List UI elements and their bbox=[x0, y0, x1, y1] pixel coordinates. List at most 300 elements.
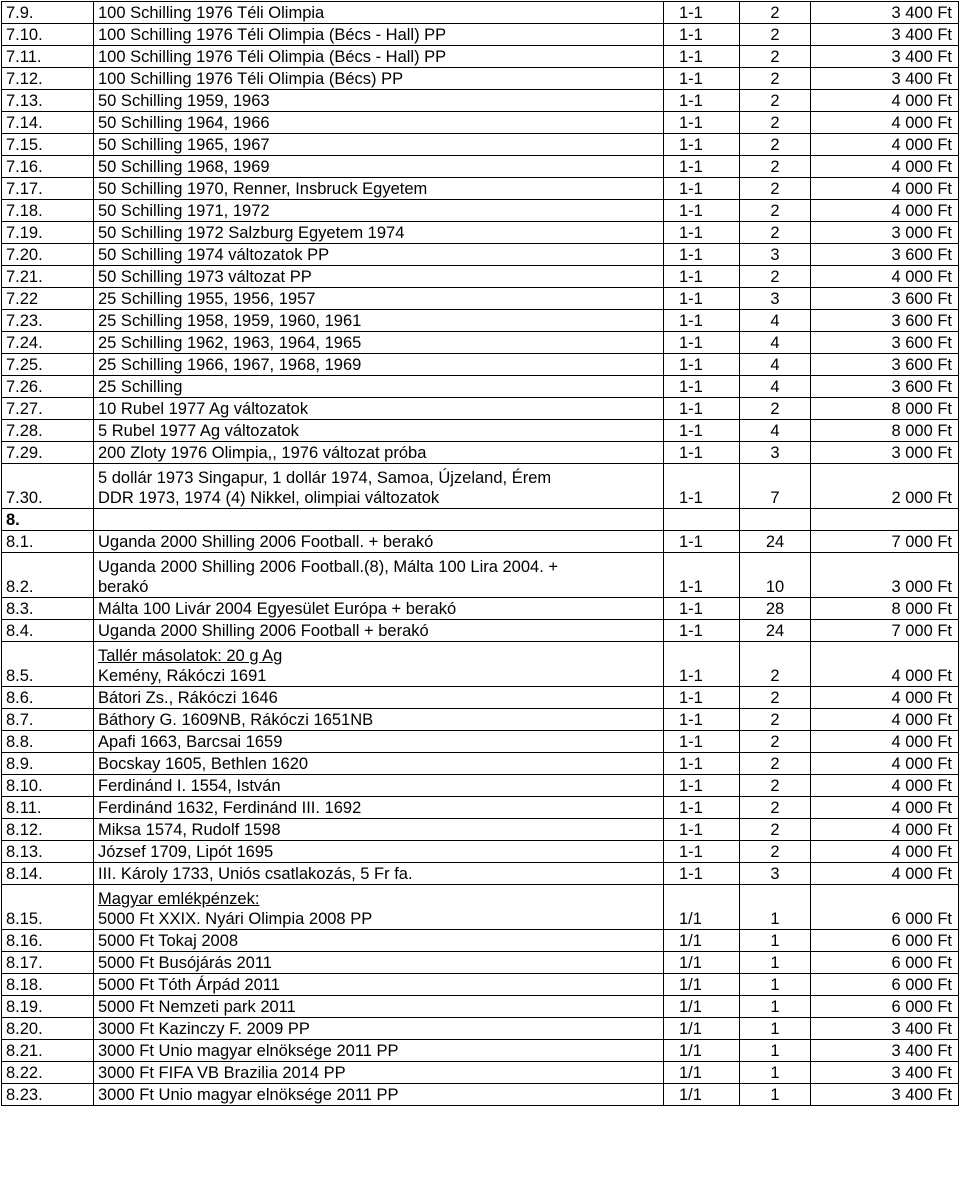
item-condition: 1-1 bbox=[664, 2, 740, 24]
table-row bbox=[2, 819, 959, 841]
table-row bbox=[2, 642, 959, 687]
table-row bbox=[2, 134, 959, 156]
item-price: 6 000 Ft bbox=[811, 974, 959, 996]
item-description bbox=[94, 24, 664, 46]
item-quantity: 2 bbox=[740, 687, 811, 709]
description-line-1: 50 Schilling 1968, 1969 bbox=[98, 158, 270, 176]
item-condition: 1-1 bbox=[664, 354, 740, 376]
item-number: 7.11. bbox=[2, 46, 94, 68]
item-quantity: 2 bbox=[740, 24, 811, 46]
item-condition: 1-1 bbox=[664, 553, 740, 598]
item-quantity: 2 bbox=[740, 222, 811, 244]
item-description bbox=[94, 731, 664, 753]
description-line-1: Bocskay 1605, Bethlen 1620 bbox=[98, 755, 309, 773]
item-quantity: 2 bbox=[740, 731, 811, 753]
item-number: 8.22. bbox=[2, 1062, 94, 1084]
item-quantity: 2 bbox=[740, 200, 811, 222]
description-line-1: III. Károly 1733, Uniós csatlakozás, 5 Fr fa. bbox=[98, 865, 413, 883]
description-line-1: Uganda 2000 Shilling 2006 Football.(8), Málta 100 Lira 2004. + bbox=[98, 558, 559, 576]
item-number: 7.30. bbox=[2, 464, 94, 509]
item-price: 6 000 Ft bbox=[811, 930, 959, 952]
description-line-1: Ferdinánd I. 1554, István bbox=[98, 777, 281, 795]
item-quantity: 2 bbox=[740, 709, 811, 731]
item-quantity: 2 bbox=[740, 841, 811, 863]
item-description bbox=[94, 930, 664, 952]
item-quantity: 2 bbox=[740, 90, 811, 112]
item-quantity: 2 bbox=[740, 46, 811, 68]
item-price: 3 400 Ft bbox=[811, 1018, 959, 1040]
item-description bbox=[94, 531, 664, 553]
item-number: 8.2. bbox=[2, 553, 94, 598]
item-quantity: 4 bbox=[740, 354, 811, 376]
table-row bbox=[2, 2, 959, 24]
item-description bbox=[94, 244, 664, 266]
item-price: 4 000 Ft bbox=[811, 90, 959, 112]
item-condition: 1-1 bbox=[664, 598, 740, 620]
item-description bbox=[94, 288, 664, 310]
item-quantity: 24 bbox=[740, 620, 811, 642]
table-row bbox=[2, 46, 959, 68]
description-line-1: 50 Schilling 1974 változatok PP bbox=[98, 246, 330, 264]
description-line-1: 50 Schilling 1972 Salzburg Egyetem 1974 bbox=[98, 224, 405, 242]
table-row bbox=[2, 753, 959, 775]
item-description bbox=[94, 420, 664, 442]
description-line-1: 3000 Ft Unio magyar elnöksége 2011 PP bbox=[98, 1086, 399, 1104]
item-description bbox=[94, 1062, 664, 1084]
item-quantity: 24 bbox=[740, 531, 811, 553]
item-condition: 1-1 bbox=[664, 841, 740, 863]
item-quantity: 1 bbox=[740, 952, 811, 974]
description-line-1: 100 Schilling 1976 Téli Olimpia (Bécs - Hall) PP bbox=[98, 26, 447, 44]
item-number: 7.16. bbox=[2, 156, 94, 178]
item-quantity: 1 bbox=[740, 1062, 811, 1084]
item-condition: 1-1 bbox=[664, 288, 740, 310]
item-condition: 1-1 bbox=[664, 332, 740, 354]
description-line-1: Uganda 2000 Shilling 2006 Football. + berakó bbox=[98, 533, 434, 551]
item-price: 3 600 Ft bbox=[811, 310, 959, 332]
item-condition: 1-1 bbox=[664, 90, 740, 112]
item-condition: 1/1 bbox=[664, 1084, 740, 1106]
item-quantity: 3 bbox=[740, 863, 811, 885]
item-condition: 1-1 bbox=[664, 46, 740, 68]
item-description bbox=[94, 1084, 664, 1106]
description-line-1: 3000 Ft Unio magyar elnöksége 2011 PP bbox=[98, 1042, 399, 1060]
table-row bbox=[2, 420, 959, 442]
item-condition: 1-1 bbox=[664, 642, 740, 687]
item-price: 4 000 Ft bbox=[811, 863, 959, 885]
item-number: 7.20. bbox=[2, 244, 94, 266]
table-row bbox=[2, 442, 959, 464]
item-description bbox=[94, 598, 664, 620]
item-quantity: 1 bbox=[740, 1018, 811, 1040]
item-quantity: 2 bbox=[740, 797, 811, 819]
item-quantity: 28 bbox=[740, 598, 811, 620]
item-condition: 1-1 bbox=[664, 24, 740, 46]
table-row bbox=[2, 288, 959, 310]
description-line-1: 50 Schilling 1970, Renner, Insbruck Egyetem bbox=[98, 180, 428, 198]
table-row bbox=[2, 244, 959, 266]
description-line-1: 5000 Ft Tokaj 2008 bbox=[98, 932, 239, 950]
description-line-1: Málta 100 Livár 2004 Egyesület Európa + berakó bbox=[98, 600, 457, 618]
table-row bbox=[2, 376, 959, 398]
item-description bbox=[94, 134, 664, 156]
item-description bbox=[94, 642, 664, 687]
description-line-1: Magyar emlékpénzek: bbox=[98, 890, 260, 908]
table-row bbox=[2, 687, 959, 709]
table-row bbox=[2, 553, 959, 598]
item-condition: 1/1 bbox=[664, 952, 740, 974]
description-line-1: Tallér másolatok: 20 g Ag bbox=[98, 647, 283, 665]
description-line-2: 5000 Ft XXIX. Nyári Olimpia 2008 PP bbox=[98, 910, 373, 928]
item-price: 4 000 Ft bbox=[811, 134, 959, 156]
item-description bbox=[94, 222, 664, 244]
item-description bbox=[94, 2, 664, 24]
item-description bbox=[94, 1018, 664, 1040]
item-condition: 1-1 bbox=[664, 244, 740, 266]
item-number: 8. bbox=[2, 509, 94, 531]
item-price: 7 000 Ft bbox=[811, 620, 959, 642]
item-number: 8.18. bbox=[2, 974, 94, 996]
item-number: 7.9. bbox=[2, 2, 94, 24]
item-number: 7.28. bbox=[2, 420, 94, 442]
table-row bbox=[2, 310, 959, 332]
item-quantity: 7 bbox=[740, 464, 811, 509]
table-row bbox=[2, 1040, 959, 1062]
item-price: 6 000 Ft bbox=[811, 885, 959, 930]
table-row bbox=[2, 885, 959, 930]
item-number: 8.12. bbox=[2, 819, 94, 841]
item-description bbox=[94, 156, 664, 178]
description-line-1: 25 Schilling 1955, 1956, 1957 bbox=[98, 290, 316, 308]
description-line-1: Ferdinánd 1632, Ferdinánd III. 1692 bbox=[98, 799, 362, 817]
item-number: 7.22 bbox=[2, 288, 94, 310]
item-price: 3 000 Ft bbox=[811, 442, 959, 464]
item-price: 3 400 Ft bbox=[811, 68, 959, 90]
description-line-1: 5000 Ft Busójárás 2011 bbox=[98, 954, 272, 972]
item-number: 7.18. bbox=[2, 200, 94, 222]
item-condition: 1-1 bbox=[664, 266, 740, 288]
table-row bbox=[2, 952, 959, 974]
item-condition: 1-1 bbox=[664, 531, 740, 553]
description-line-1: 5000 Ft Nemzeti park 2011 bbox=[98, 998, 296, 1016]
item-condition: 1-1 bbox=[664, 178, 740, 200]
description-line-2: Kemény, Rákóczi 1691 bbox=[98, 667, 267, 685]
item-number: 8.21. bbox=[2, 1040, 94, 1062]
item-description bbox=[94, 1040, 664, 1062]
item-number: 7.23. bbox=[2, 310, 94, 332]
item-quantity: 4 bbox=[740, 310, 811, 332]
item-quantity: 3 bbox=[740, 442, 811, 464]
item-quantity: 2 bbox=[740, 398, 811, 420]
item-condition: 1-1 bbox=[664, 775, 740, 797]
item-quantity: 1 bbox=[740, 1040, 811, 1062]
item-price: 3 600 Ft bbox=[811, 332, 959, 354]
table-row bbox=[2, 266, 959, 288]
description-line-1: 50 Schilling 1965, 1967 bbox=[98, 136, 270, 154]
item-quantity: 1 bbox=[740, 930, 811, 952]
item-price: 4 000 Ft bbox=[811, 642, 959, 687]
description-line-1: 100 Schilling 1976 Téli Olimpia (Bécs) PP bbox=[98, 70, 404, 88]
item-description bbox=[94, 266, 664, 288]
item-number: 8.16. bbox=[2, 930, 94, 952]
item-price: 8 000 Ft bbox=[811, 420, 959, 442]
item-number: 8.13. bbox=[2, 841, 94, 863]
description-line-1: Apafi 1663, Barcsai 1659 bbox=[98, 733, 283, 751]
item-number: 8.10. bbox=[2, 775, 94, 797]
table-row bbox=[2, 332, 959, 354]
description-line-1: 25 Schilling 1958, 1959, 1960, 1961 bbox=[98, 312, 362, 330]
description-line-1: Bátori Zs., Rákóczi 1646 bbox=[98, 689, 278, 707]
item-price: 4 000 Ft bbox=[811, 709, 959, 731]
item-condition bbox=[664, 509, 740, 531]
item-price: 6 000 Ft bbox=[811, 996, 959, 1018]
table-row bbox=[2, 620, 959, 642]
item-number: 7.19. bbox=[2, 222, 94, 244]
item-condition: 1-1 bbox=[664, 709, 740, 731]
description-line-1: 3000 Ft Kazinczy F. 2009 PP bbox=[98, 1020, 310, 1038]
item-price: 4 000 Ft bbox=[811, 112, 959, 134]
description-line-1: 25 Schilling bbox=[98, 378, 183, 396]
item-description bbox=[94, 974, 664, 996]
table-row bbox=[2, 24, 959, 46]
table-row bbox=[2, 222, 959, 244]
description-line-1: 3000 Ft FIFA VB Brazilia 2014 PP bbox=[98, 1064, 346, 1082]
item-price: 6 000 Ft bbox=[811, 952, 959, 974]
item-quantity bbox=[740, 509, 811, 531]
item-number: 8.15. bbox=[2, 885, 94, 930]
item-price: 4 000 Ft bbox=[811, 841, 959, 863]
item-description bbox=[94, 442, 664, 464]
item-description bbox=[94, 178, 664, 200]
item-quantity: 2 bbox=[740, 178, 811, 200]
table-row bbox=[2, 996, 959, 1018]
item-description bbox=[94, 553, 664, 598]
item-number: 8.3. bbox=[2, 598, 94, 620]
item-quantity: 2 bbox=[740, 68, 811, 90]
item-number: 7.17. bbox=[2, 178, 94, 200]
item-number: 8.4. bbox=[2, 620, 94, 642]
item-condition: 1-1 bbox=[664, 863, 740, 885]
table-row bbox=[2, 841, 959, 863]
table-row bbox=[2, 775, 959, 797]
item-description bbox=[94, 310, 664, 332]
item-price: 7 000 Ft bbox=[811, 531, 959, 553]
table-row bbox=[2, 930, 959, 952]
item-description bbox=[94, 509, 664, 531]
description-line-1: Báthory G. 1609NB, Rákóczi 1651NB bbox=[98, 711, 374, 729]
table-row bbox=[2, 974, 959, 996]
item-quantity: 3 bbox=[740, 288, 811, 310]
table-row bbox=[2, 178, 959, 200]
table-row bbox=[2, 863, 959, 885]
item-description bbox=[94, 68, 664, 90]
table-row bbox=[2, 200, 959, 222]
item-number: 7.21. bbox=[2, 266, 94, 288]
item-quantity: 2 bbox=[740, 753, 811, 775]
item-price: 3 600 Ft bbox=[811, 376, 959, 398]
item-condition: 1-1 bbox=[664, 420, 740, 442]
item-description bbox=[94, 90, 664, 112]
item-description bbox=[94, 709, 664, 731]
item-price: 4 000 Ft bbox=[811, 687, 959, 709]
table-row bbox=[2, 156, 959, 178]
table-row bbox=[2, 1062, 959, 1084]
item-description bbox=[94, 464, 664, 509]
price-list-body bbox=[2, 2, 959, 1106]
item-price: 8 000 Ft bbox=[811, 398, 959, 420]
item-description bbox=[94, 797, 664, 819]
item-number: 8.6. bbox=[2, 687, 94, 709]
table-row bbox=[2, 797, 959, 819]
item-condition: 1/1 bbox=[664, 1018, 740, 1040]
item-condition: 1-1 bbox=[664, 310, 740, 332]
item-condition: 1-1 bbox=[664, 442, 740, 464]
description-line-1: 25 Schilling 1962, 1963, 1964, 1965 bbox=[98, 334, 362, 352]
table-row bbox=[2, 731, 959, 753]
item-condition: 1/1 bbox=[664, 1062, 740, 1084]
table-row bbox=[2, 709, 959, 731]
item-condition: 1/1 bbox=[664, 930, 740, 952]
item-number: 7.24. bbox=[2, 332, 94, 354]
item-number: 7.10. bbox=[2, 24, 94, 46]
item-number: 7.13. bbox=[2, 90, 94, 112]
table-row bbox=[2, 1018, 959, 1040]
item-number: 8.11. bbox=[2, 797, 94, 819]
description-line-1: Uganda 2000 Shilling 2006 Football + berakó bbox=[98, 622, 429, 640]
item-number: 7.14. bbox=[2, 112, 94, 134]
item-number: 8.1. bbox=[2, 531, 94, 553]
item-price: 4 000 Ft bbox=[811, 775, 959, 797]
table-row bbox=[2, 509, 959, 531]
item-number: 8.5. bbox=[2, 642, 94, 687]
item-description bbox=[94, 885, 664, 930]
item-price: 4 000 Ft bbox=[811, 156, 959, 178]
description-line-1: József 1709, Lipót 1695 bbox=[98, 843, 274, 861]
item-number: 8.14. bbox=[2, 863, 94, 885]
item-condition: 1-1 bbox=[664, 200, 740, 222]
item-price: 4 000 Ft bbox=[811, 178, 959, 200]
item-number: 7.25. bbox=[2, 354, 94, 376]
item-description bbox=[94, 687, 664, 709]
description-line-1: 100 Schilling 1976 Téli Olimpia bbox=[98, 4, 325, 22]
item-price: 3 000 Ft bbox=[811, 222, 959, 244]
item-price: 4 000 Ft bbox=[811, 753, 959, 775]
item-description bbox=[94, 996, 664, 1018]
description-line-1: 10 Rubel 1977 Ag változatok bbox=[98, 400, 309, 418]
item-condition: 1-1 bbox=[664, 222, 740, 244]
item-quantity: 1 bbox=[740, 885, 811, 930]
description-line-1: 5 dollár 1973 Singapur, 1 dollár 1974, Samoa, Újzeland, Érem bbox=[98, 469, 552, 487]
item-quantity: 4 bbox=[740, 332, 811, 354]
item-price: 3 600 Ft bbox=[811, 354, 959, 376]
item-description bbox=[94, 112, 664, 134]
description-line-2: DDR 1973, 1974 (4) Nikkel, olimpiai változatok bbox=[98, 489, 440, 507]
item-description bbox=[94, 753, 664, 775]
item-condition: 1-1 bbox=[664, 731, 740, 753]
item-price: 3 400 Ft bbox=[811, 24, 959, 46]
description-line-1: 50 Schilling 1959, 1963 bbox=[98, 92, 270, 110]
item-quantity: 2 bbox=[740, 819, 811, 841]
item-price: 3 600 Ft bbox=[811, 288, 959, 310]
item-description bbox=[94, 775, 664, 797]
table-row bbox=[2, 90, 959, 112]
item-quantity: 10 bbox=[740, 553, 811, 598]
item-number: 8.7. bbox=[2, 709, 94, 731]
item-price: 3 400 Ft bbox=[811, 1040, 959, 1062]
item-number: 8.8. bbox=[2, 731, 94, 753]
table-row bbox=[2, 598, 959, 620]
item-description bbox=[94, 46, 664, 68]
description-line-1: 100 Schilling 1976 Téli Olimpia (Bécs - Hall) PP bbox=[98, 48, 447, 66]
item-number: 7.15. bbox=[2, 134, 94, 156]
description-line-1: Miksa 1574, Rudolf 1598 bbox=[98, 821, 281, 839]
item-price: 4 000 Ft bbox=[811, 200, 959, 222]
item-quantity: 2 bbox=[740, 642, 811, 687]
item-condition: 1/1 bbox=[664, 885, 740, 930]
item-number: 8.17. bbox=[2, 952, 94, 974]
item-quantity: 2 bbox=[740, 775, 811, 797]
item-price: 4 000 Ft bbox=[811, 797, 959, 819]
item-quantity: 1 bbox=[740, 996, 811, 1018]
price-list-table bbox=[1, 1, 959, 1106]
item-price: 3 600 Ft bbox=[811, 244, 959, 266]
item-price: 2 000 Ft bbox=[811, 464, 959, 509]
description-line-1: 50 Schilling 1964, 1966 bbox=[98, 114, 270, 132]
item-description bbox=[94, 819, 664, 841]
item-number: 8.23. bbox=[2, 1084, 94, 1106]
item-number: 8.9. bbox=[2, 753, 94, 775]
table-row bbox=[2, 531, 959, 553]
description-line-1: 50 Schilling 1973 változat PP bbox=[98, 268, 312, 286]
item-quantity: 2 bbox=[740, 266, 811, 288]
item-number: 8.20. bbox=[2, 1018, 94, 1040]
item-quantity: 2 bbox=[740, 134, 811, 156]
item-quantity: 1 bbox=[740, 1084, 811, 1106]
item-condition: 1/1 bbox=[664, 1040, 740, 1062]
item-description bbox=[94, 354, 664, 376]
item-condition: 1-1 bbox=[664, 68, 740, 90]
description-line-1: 5 Rubel 1977 Ag változatok bbox=[98, 422, 299, 440]
item-description bbox=[94, 332, 664, 354]
item-description bbox=[94, 952, 664, 974]
item-condition: 1-1 bbox=[664, 620, 740, 642]
item-condition: 1-1 bbox=[664, 464, 740, 509]
item-number: 7.27. bbox=[2, 398, 94, 420]
item-quantity: 2 bbox=[740, 2, 811, 24]
item-price: 3 400 Ft bbox=[811, 1084, 959, 1106]
description-line-1: 25 Schilling 1966, 1967, 1968, 1969 bbox=[98, 356, 362, 374]
item-description bbox=[94, 398, 664, 420]
item-number: 7.12. bbox=[2, 68, 94, 90]
item-condition: 1-1 bbox=[664, 376, 740, 398]
item-condition: 1-1 bbox=[664, 134, 740, 156]
item-condition: 1-1 bbox=[664, 687, 740, 709]
item-price: 8 000 Ft bbox=[811, 598, 959, 620]
item-quantity: 3 bbox=[740, 244, 811, 266]
table-row bbox=[2, 354, 959, 376]
item-condition: 1/1 bbox=[664, 996, 740, 1018]
table-row bbox=[2, 68, 959, 90]
item-condition: 1-1 bbox=[664, 753, 740, 775]
table-row bbox=[2, 464, 959, 509]
description-line-1: 5000 Ft Tóth Árpád 2011 bbox=[98, 976, 280, 994]
item-number: 7.29. bbox=[2, 442, 94, 464]
item-description bbox=[94, 200, 664, 222]
table-row bbox=[2, 1084, 959, 1106]
item-quantity: 4 bbox=[740, 376, 811, 398]
item-quantity: 2 bbox=[740, 156, 811, 178]
item-description bbox=[94, 841, 664, 863]
